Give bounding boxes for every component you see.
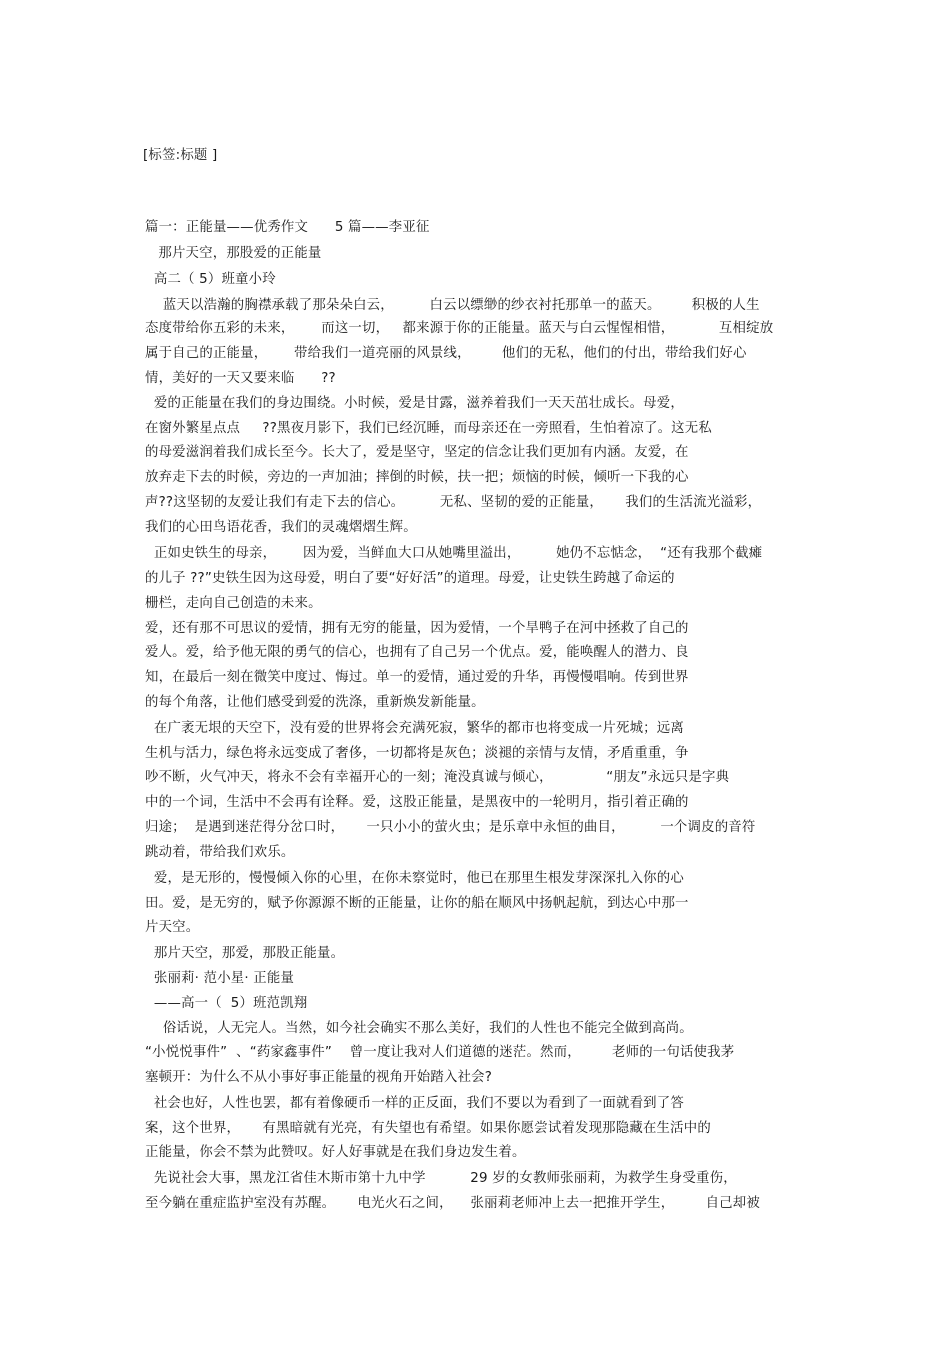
text-line: 先说社会大事，黑龙江省佳木斯市第十九中学 29 岁的女教师张丽莉，为救学生身受重伤， bbox=[145, 1171, 737, 1186]
essay-title: 张丽莉· 范小星· 正能量 bbox=[145, 971, 295, 986]
text-line: 爱的正能量在我们的身边围绕。小时候，爱是甘露，滋养着我们一天天茁壮成长。母爱， bbox=[145, 396, 684, 411]
text-line: 知，在最后一刻在微笑中度过、悔过。单一的爱情，通过爱的升华，再慢慢唱响。传到世界 bbox=[145, 670, 689, 685]
text-line: 栅栏，走向自己创造的未来。 bbox=[145, 596, 322, 611]
text-line: 归途； 是遇到迷茫得分岔口时， 一只小小的萤火虫；是乐章中永恒的曲目， 一个调皮的音符 bbox=[145, 820, 756, 835]
text-line: 案，这个世界， 有黑暗就有光亮，有失望也有希望。如果你愿尝试着发现那隐藏在生活中的 bbox=[145, 1121, 711, 1136]
text-line: 那片天空，那爱，那股正能量。 bbox=[145, 946, 345, 961]
text-line: 正能量，你会不禁为此赞叹。好人好事就是在我们身边发生着。 bbox=[145, 1145, 526, 1160]
text-line: 的母爱滋润着我们成长至今。长大了，爱是坚守，坚定的信念让我们更加有内涵。友爱，在 bbox=[145, 445, 689, 460]
text-line: 爱，还有那不可思议的爱情，拥有无穷的能量，因为爱情，一个旱鸭子在河中拯救了自己的 bbox=[145, 621, 689, 636]
text-line: 爱，是无形的，慢慢倾入你的心里，在你未察觉时，他已在那里生根发芽深深扎入你的心 bbox=[145, 871, 684, 886]
text-line: 跳动着，带给我们欢乐。 bbox=[145, 845, 295, 860]
text-line: 在广袤无垠的天空下，没有爱的世界将会充满死寂，繁华的都市也将变成一片死城；远离 bbox=[145, 721, 684, 736]
text-line: 的儿子 ??”史铁生因为这母爱，明白了要“好好活”的道理。母爱，让史铁生跨越了命运的 bbox=[145, 571, 675, 586]
essay-author: ——高一（ 5）班范凯翔 bbox=[145, 996, 308, 1011]
text-line: 中的一个词，生活中不会再有诠释。爱，这股正能量，是黑夜中的一轮明月，指引着正确的 bbox=[145, 795, 689, 810]
text-line: 情，美好的一天又要来临 ?? bbox=[145, 371, 336, 386]
text-line: 俗话说，人无完人。当然，如今社会确实不那么美好，我们的人性也不能完全做到高尚。 bbox=[145, 1021, 693, 1036]
essay-author: 高二（ 5）班童小玲 bbox=[145, 272, 276, 287]
text-line: 至今躺在重症监护室没有苏醒。 电光火石之间， 张丽莉老师冲上去一把推开学生， 自己却被 bbox=[145, 1196, 760, 1211]
tag-line: [标签:标题 ] bbox=[143, 148, 218, 163]
text-line: 蓝天以浩瀚的胸襟承载了那朵朵白云， 白云以缥缈的纱衣衬托那单一的蓝天。 积极的人生 bbox=[145, 298, 760, 313]
text-line: 生机与活力，绿色将永远变成了奢侈，一切都将是灰色；淡褪的亲情与友情，矛盾重重，争 bbox=[145, 746, 689, 761]
text-line: 田。爱，是无穷的，赋予你源源不断的正能量，让你的船在顺风中扬帆起航，到达心中那一 bbox=[145, 896, 689, 911]
text-line: 塞顿开：为什么不从小事好事正能量的视角开始踏入社会? bbox=[145, 1070, 493, 1085]
text-line: 声??这坚韧的友爱让我们有走下去的信心。 无私、坚韧的爱的正能量， 我们的生活流光溢彩， bbox=[145, 495, 762, 510]
text-line: 属于自己的正能量， 带给我们一道亮丽的风景线， 他们的无私，他们的付出，带给我们好心 bbox=[145, 346, 747, 361]
text-line: 片天空。 bbox=[145, 920, 200, 935]
text-line: 爱人。爱，给予他无限的勇气的信心，也拥有了自己另一个优点。爱，能唤醒人的潜力、良 bbox=[145, 645, 689, 660]
text-line: 态度带给你五彩的未来， 而这一切， 都来源于你的正能量。蓝天与白云惺惺相惜， 互相绽放 bbox=[145, 321, 774, 336]
text-line: 正如史铁生的母亲， 因为爱，当鲜血大口从她嘴里溢出， 她仍不忘惦念， “还有我那个截瘫 bbox=[145, 546, 763, 561]
text-line: 社会也好，人性也罢，都有着像硬币一样的正反面，我们不要以为看到了一面就看到了答 bbox=[145, 1096, 684, 1111]
text-line: 的每个角落，让他们感受到爱的洗涤，重新焕发新能量。 bbox=[145, 695, 485, 710]
text-line: 放弃走下去的时候，旁边的一声加油；摔倒的时候，扶一把；烦恼的时候，倾听一下我的心 bbox=[145, 470, 689, 485]
text-line: 在窗外繁星点点 ??黑夜月影下，我们已经沉睡，而母亲还在一旁照看，生怕着凉了。这无私 bbox=[145, 421, 712, 436]
text-line: “小悦悦事件” 、“药家鑫事件” 曾一度让我对人们道德的迷茫。然而， 老师的一句话使我茅 bbox=[145, 1045, 735, 1060]
text-line: 我们的心田鸟语花香，我们的灵魂熠熠生辉。 bbox=[145, 520, 417, 535]
article-heading: 篇一：正能量——优秀作文 5 篇——李亚征 bbox=[145, 220, 430, 235]
essay-title: 那片天空，那股爱的正能量 bbox=[145, 246, 322, 261]
text-line: 吵不断，火气冲天，将永不会有幸福开心的一刻；淹没真诚与倾心， “朋友”永远只是字典 bbox=[145, 770, 730, 785]
